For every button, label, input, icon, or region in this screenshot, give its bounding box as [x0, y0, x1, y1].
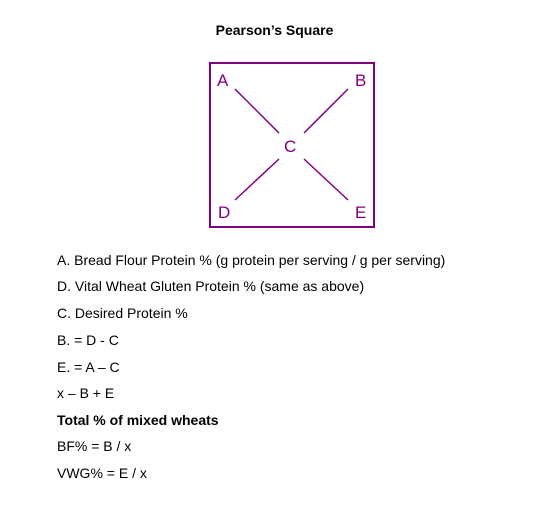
legend-heading: Total % of mixed wheats [57, 412, 219, 428]
diagonal-c-to-d [235, 159, 279, 200]
legend-line-d: D. Vital Wheat Gluten Protein % (same as above) [57, 278, 365, 294]
legend-line-bf: BF% = B / x [57, 438, 132, 454]
legend-line-x: x – B + E [57, 385, 115, 401]
diagonal-a-to-c [235, 89, 279, 133]
diagonal-b-to-c [304, 89, 348, 133]
corner-label-b: B [355, 71, 367, 90]
center-label-c: C [284, 137, 297, 156]
legend-line-e: E. = A – C [57, 359, 120, 375]
legend-line-c: C. Desired Protein % [57, 305, 188, 321]
corner-label-e: E [355, 203, 367, 222]
legend-line-vwg: VWG% = E / x [57, 465, 147, 481]
legend-line-a: A. Bread Flour Protein % (g protein per serving / g per serving) [57, 252, 446, 268]
legend-line-b: B. = D - C [57, 332, 119, 348]
corner-label-a: A [217, 71, 229, 90]
diagonal-c-to-e [304, 159, 348, 200]
diagram-title: Pearson’s Square [215, 22, 334, 38]
corner-label-d: D [218, 203, 231, 222]
